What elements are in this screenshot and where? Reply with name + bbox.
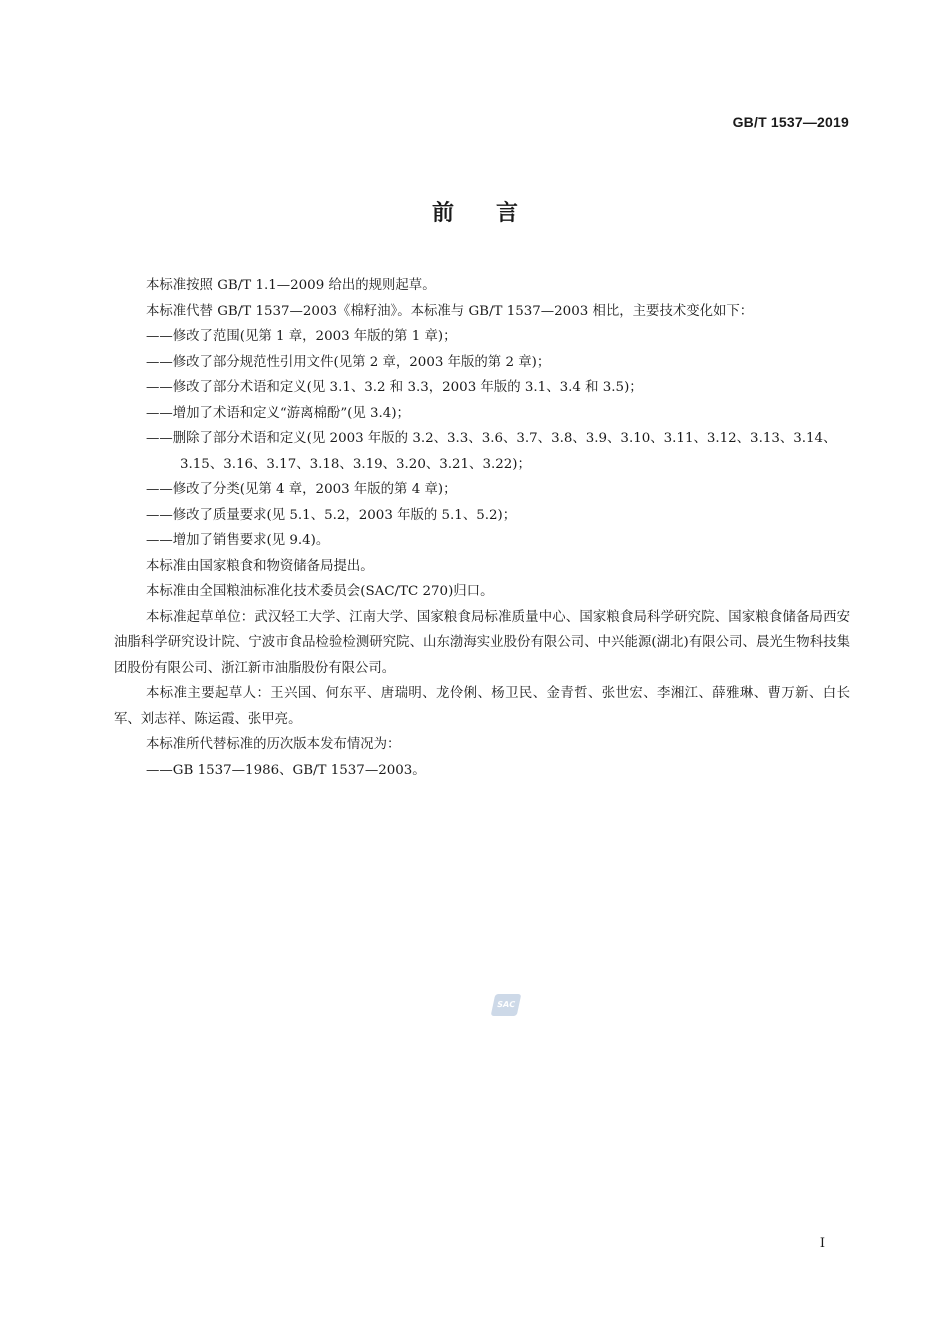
foreword-body [114, 273, 850, 783]
paragraph-drafting-units: 本标准起草单位：武汉轻工大学、江南大学、国家粮食局标准质量中心、国家粮食局科学研究院、国家粮食储备局西安油脂科学研究设计院、宁波市食品检验检测研究院、山东渤海实业股份有限公司、中兴能源(湖北)有限公司、晨光生物科技集团股份有限公司、浙江新市油脂股份有限公司。 [114, 609, 850, 676]
change-item: ——增加了术语和定义“游离棉酚”(见 3.4)； [146, 405, 410, 421]
paragraph-drafters: 本标准主要起草人：王兴国、何东平、唐瑞明、龙伶俐、杨卫民、金青哲、张世宏、李湘江、薛雅琳、曹万新、白长军、刘志祥、陈运霞、张甲亮。 [114, 686, 850, 727]
change-item: ——修改了质量要求(见 5.1、5.2，2003 年版的 5.1、5.2)； [146, 507, 517, 523]
paragraph-centralized: 本标准由全国粮油标准化技术委员会(SAC/TC 270)归口。 [146, 584, 494, 599]
change-item: ——修改了分类(见第 4 章，2003 年版的第 4 章)； [146, 482, 457, 497]
page-number: I [819, 1236, 825, 1251]
page-title: 前言 [431, 201, 560, 226]
change-item: ——删除了部分术语和定义(见 2003 年版的 3.2、3.3、3.6、3.7、3.8、3.9、3.10、3.11、3.12、3.13、3.14、 [146, 431, 837, 446]
paragraph-drafting-rules: 本标准按照 GB/T 1.1—2009 给出的规则起草。 [146, 278, 436, 293]
sac-watermark-logo: SAC [491, 994, 522, 1016]
history-item: ——GB 1537—1986、GB/T 1537—2003。 [146, 762, 426, 778]
change-item: ——修改了部分术语和定义(见 3.1、3.2 和 3.3，2003 年版的 3.1、3.4 和 3.5)； [146, 380, 643, 395]
change-item: ——修改了范围(见第 1 章，2003 年版的第 1 章)； [146, 329, 457, 344]
paragraph-history: 本标准所代替标准的历次版本发布情况为： [146, 737, 401, 752]
paragraph-proposer: 本标准由国家粮食和物资储备局提出。 [146, 558, 374, 574]
paragraph-replaces: 本标准代替 GB/T 1537—2003《棉籽油》。本标准与 GB/T 1537—2003 相比，主要技术变化如下： [146, 303, 754, 319]
standard-code: GB/T 1537—2019 [732, 114, 849, 130]
change-item: ——增加了销售要求(见 9.4)。 [146, 533, 330, 548]
change-item: ——修改了部分规范性引用文件(见第 2 章，2003 年版的第 2 章)； [146, 354, 551, 370]
change-item-continued: 3.15、3.16、3.17、3.18、3.19、3.20、3.21、3.22)； [180, 456, 531, 472]
